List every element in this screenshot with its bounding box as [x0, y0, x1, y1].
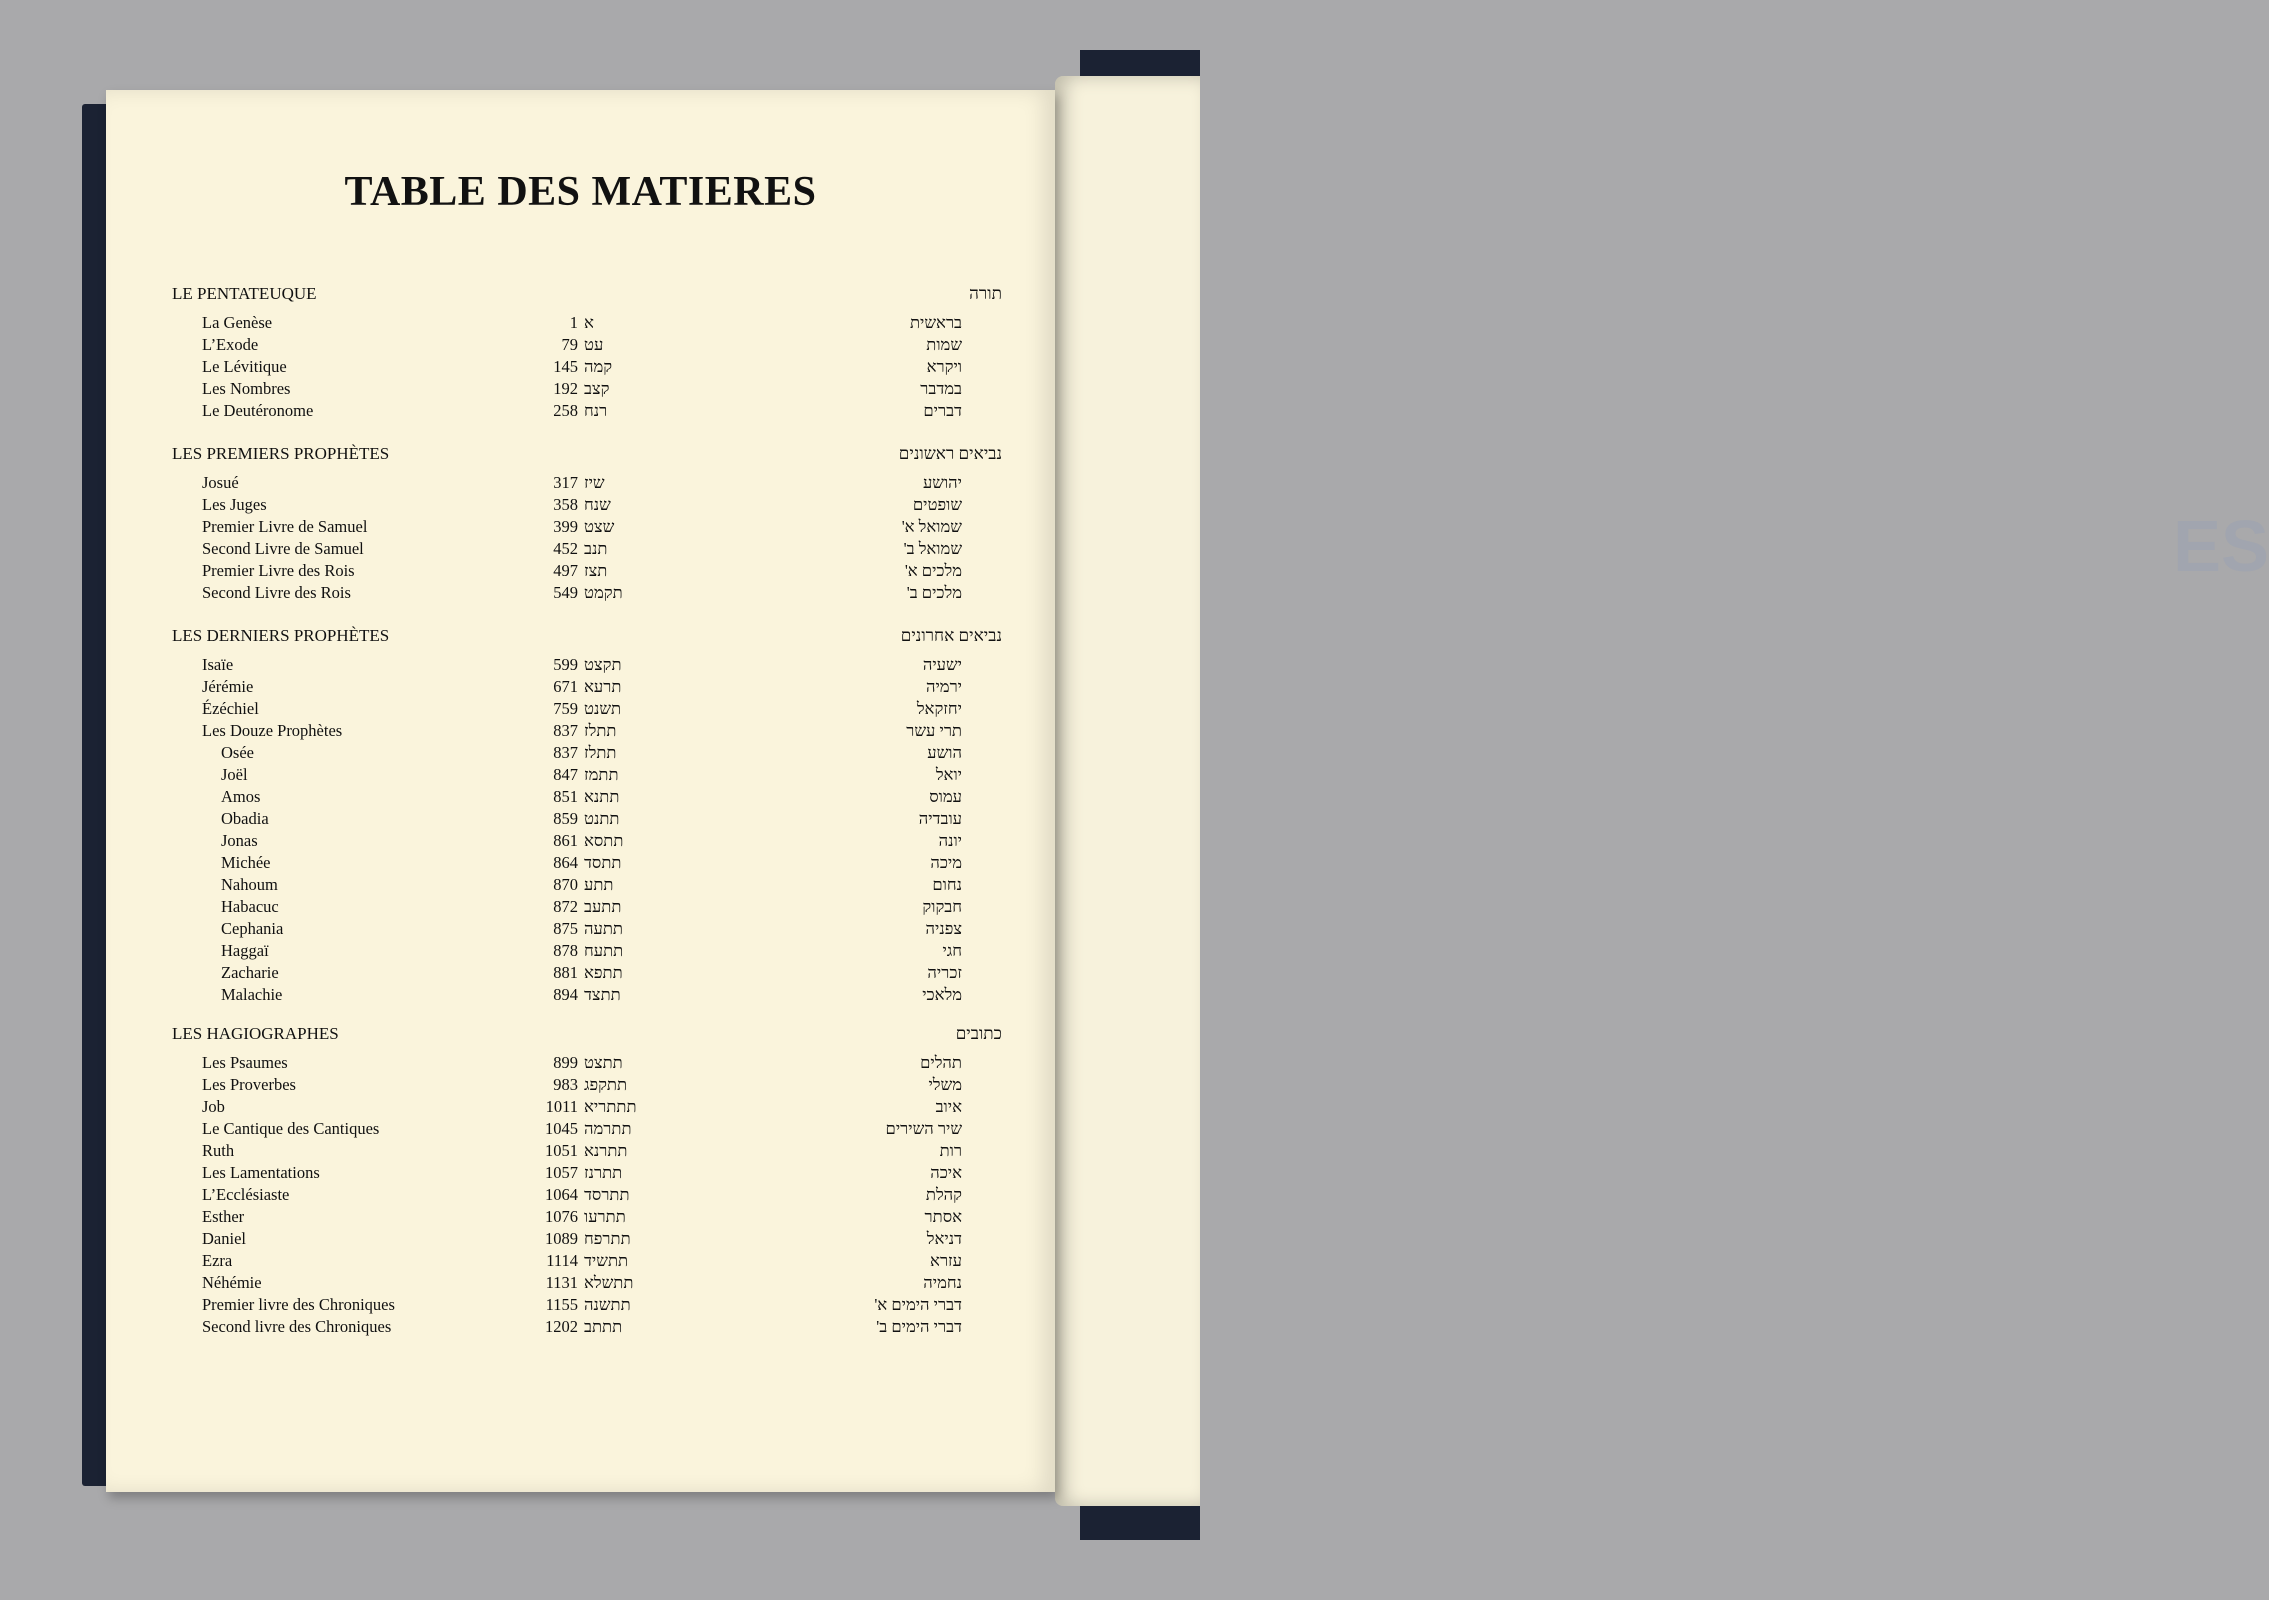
toc-row: [106, 378, 1055, 400]
book-name: Ézéchiel: [202, 699, 259, 718]
hebrew-numeral: תתתריא: [584, 1097, 637, 1116]
page-number: 983: [553, 1075, 578, 1094]
page-number: 837: [553, 743, 578, 762]
hebrew-book-name: חגי: [942, 941, 962, 960]
hebrew-book-name: מלאכי: [922, 985, 962, 1004]
toc-row: [106, 356, 1055, 378]
hebrew-numeral: תתעח: [584, 941, 624, 960]
hebrew-numeral: תתרפח: [584, 1229, 631, 1248]
toc-row: [106, 1118, 1055, 1140]
hebrew-numeral: תתרנז: [584, 1163, 623, 1182]
hebrew-numeral: תתלז: [584, 721, 617, 740]
hebrew-book-name: ירמיה: [925, 677, 962, 696]
hebrew-numeral: תתשלא: [584, 1273, 634, 1292]
hebrew-numeral: תתקפג: [584, 1075, 628, 1094]
hebrew-numeral: עט: [584, 335, 604, 354]
hebrew-numeral: תתרנא: [584, 1141, 628, 1160]
page-number: 1045: [545, 1119, 578, 1138]
book-name: Premier livre des Chroniques: [202, 1295, 395, 1314]
page-number: 878: [553, 941, 578, 960]
book-name: Daniel: [202, 1229, 246, 1248]
hebrew-book-name: שמואל ב': [903, 539, 962, 558]
show-through-text: ES: [2173, 507, 2269, 587]
hebrew-book-name: יונה: [938, 831, 962, 850]
hebrew-book-name: נחמיה: [923, 1273, 962, 1292]
toc-row: [106, 560, 1055, 582]
hebrew-numeral: תרעא: [584, 677, 622, 696]
page-number: 881: [553, 963, 578, 982]
section-heading-he: נביאים ראשונים: [898, 444, 1002, 463]
hebrew-numeral: שנח: [584, 495, 611, 514]
hebrew-book-name: ישעיה: [922, 655, 962, 674]
toc-row: [106, 1294, 1055, 1316]
hebrew-book-name: נחום: [932, 875, 962, 894]
book-name: Les Juges: [202, 495, 267, 514]
toc-row: [106, 830, 1055, 852]
hebrew-numeral: רנח: [584, 401, 608, 420]
page-number: 1131: [545, 1273, 578, 1292]
toc-row: [106, 1228, 1055, 1250]
toc-row: [106, 918, 1055, 940]
toc-row: [106, 516, 1055, 538]
hebrew-book-name: חבקוק: [922, 897, 962, 916]
hebrew-numeral: תתמז: [584, 765, 619, 784]
toc-row: [106, 1250, 1055, 1272]
book-name: Les Nombres: [202, 379, 291, 398]
toc-row: [106, 764, 1055, 786]
toc-row: [106, 984, 1055, 1006]
page-number: 837: [553, 721, 578, 740]
page-number: 864: [553, 853, 578, 872]
page-number: 145: [553, 357, 578, 376]
hebrew-book-name: צפניה: [925, 919, 962, 938]
contents-page: [106, 90, 1055, 1492]
book-name: Premier Livre des Rois: [202, 561, 355, 580]
section-heading-fr: LES PREMIERS PROPHÈTES: [172, 444, 390, 463]
toc-row: [106, 742, 1055, 764]
hebrew-book-name: יואל: [935, 765, 962, 784]
hebrew-book-name: שופטים: [912, 495, 962, 514]
page-number: 317: [553, 473, 578, 492]
toc-row: [106, 1074, 1055, 1096]
toc-row: [106, 1184, 1055, 1206]
hebrew-numeral: תתסד: [584, 853, 622, 872]
toc-row: [106, 538, 1055, 560]
hebrew-book-name: איוב: [935, 1097, 962, 1116]
page-number: 899: [553, 1053, 578, 1072]
hebrew-numeral: תתצד: [584, 985, 621, 1004]
toc-row: [106, 1206, 1055, 1228]
hebrew-numeral: תתעב: [584, 897, 622, 916]
hebrew-numeral: תתרסד: [584, 1185, 630, 1204]
hebrew-book-name: עמוס: [929, 787, 962, 806]
book-name: Haggaï: [221, 941, 269, 960]
book-name: Ruth: [202, 1141, 235, 1160]
book-name: Isaïe: [202, 655, 234, 674]
book-name: Les Douze Prophètes: [202, 721, 343, 740]
page-number: 1114: [546, 1251, 578, 1270]
hebrew-book-name: שמואל א': [901, 517, 962, 536]
book-name: Le Lévitique: [202, 357, 287, 376]
book-name: Second Livre des Rois: [202, 583, 351, 602]
page-number: 872: [553, 897, 578, 916]
hebrew-book-name: יהושע: [922, 473, 962, 492]
book-name: Michée: [221, 853, 271, 872]
hebrew-numeral: תקמט: [584, 583, 623, 602]
hebrew-numeral: תתתב: [584, 1317, 623, 1336]
hebrew-numeral: שצט: [584, 517, 615, 536]
book-name: Le Deutéronome: [202, 401, 314, 420]
page-number: 859: [553, 809, 578, 828]
page-number: 851: [553, 787, 578, 806]
hebrew-book-name: שיר השירים: [885, 1119, 962, 1138]
hebrew-numeral: תתרמה: [584, 1119, 632, 1138]
hebrew-book-name: במדבר: [920, 379, 962, 398]
hebrew-book-name: אסתר: [924, 1207, 962, 1226]
book-name: Obadia: [221, 809, 269, 828]
page-number: 1076: [545, 1207, 578, 1226]
book-name: Osée: [221, 743, 254, 762]
book-name: Les Psaumes: [202, 1053, 288, 1072]
hebrew-book-name: שמות: [926, 335, 962, 354]
page-number: 358: [553, 495, 578, 514]
hebrew-book-name: זכריה: [927, 963, 962, 982]
toc-row: [106, 676, 1055, 698]
book-name: Jonas: [221, 831, 258, 850]
hebrew-numeral: תתשנה: [584, 1295, 631, 1314]
toc-row: [106, 962, 1055, 984]
toc-row: [106, 1096, 1055, 1118]
hebrew-numeral: תצז: [584, 561, 608, 580]
toc-row: [106, 698, 1055, 720]
hebrew-numeral: תתסא: [584, 831, 624, 850]
toc-row: [106, 874, 1055, 896]
hebrew-numeral: תתצט: [584, 1053, 623, 1072]
book-name: L’Ecclésiaste: [202, 1185, 290, 1204]
page-title: TABLE DES MATIERES: [344, 169, 817, 215]
hebrew-numeral: תנב: [584, 539, 608, 558]
page-number: 192: [553, 379, 578, 398]
toc-row: [106, 1052, 1055, 1074]
book-name: Néhémie: [202, 1273, 262, 1292]
page-number: 79: [561, 335, 578, 354]
page-number: 599: [553, 655, 578, 674]
hebrew-numeral: תקצט: [584, 655, 622, 674]
hebrew-numeral: תתפא: [584, 963, 623, 982]
hebrew-book-name: הושע: [927, 743, 962, 762]
book-name: Nahoum: [221, 875, 278, 894]
section-heading-he: כתובים: [955, 1024, 1002, 1043]
toc-row: [106, 852, 1055, 874]
hebrew-numeral: תתנא: [584, 787, 620, 806]
page-number: 1011: [545, 1097, 578, 1116]
hebrew-numeral: תתרעו: [584, 1207, 626, 1226]
hebrew-numeral: קמה: [584, 357, 613, 376]
hebrew-book-name: משלי: [928, 1075, 962, 1094]
hebrew-book-name: מיכה: [930, 853, 962, 872]
toc-row: [106, 494, 1055, 516]
page-number: 1202: [545, 1317, 578, 1336]
book-name: Second livre des Chroniques: [202, 1317, 392, 1336]
hebrew-numeral: תתעה: [584, 919, 623, 938]
page-number: 1089: [545, 1229, 578, 1248]
page-number: 497: [553, 561, 578, 580]
page-number: 452: [553, 539, 578, 558]
toc-row: [106, 472, 1055, 494]
hebrew-book-name: עובדיה: [918, 809, 962, 828]
page-number: 1064: [545, 1185, 578, 1204]
book-name: Josué: [202, 473, 239, 492]
hebrew-book-name: בראשית: [909, 313, 962, 332]
page-number: 1051: [545, 1141, 578, 1160]
hebrew-book-name: מלכים ב': [906, 583, 962, 602]
toc-row: [106, 400, 1055, 422]
hebrew-numeral: שיז: [584, 473, 605, 492]
book-name: L’Exode: [202, 335, 259, 354]
hebrew-book-name: יחזקאל: [916, 699, 962, 718]
page-number: 894: [553, 985, 578, 1004]
page-number: 1155: [545, 1295, 578, 1314]
book-name: Les Lamentations: [202, 1163, 320, 1182]
hebrew-book-name: דניאל: [926, 1229, 962, 1248]
hebrew-numeral: תתנט: [584, 809, 620, 828]
hebrew-book-name: תרי עשר: [906, 721, 962, 740]
hebrew-book-name: מלכים א': [904, 561, 962, 580]
hebrew-book-name: קהלת: [925, 1185, 962, 1204]
hebrew-book-name: תהלים: [920, 1053, 962, 1072]
toc-row: [106, 1272, 1055, 1294]
toc-row: [106, 334, 1055, 356]
toc-row: [106, 786, 1055, 808]
book-name: Job: [202, 1097, 225, 1116]
toc-row: [106, 1140, 1055, 1162]
book-name: Esther: [202, 1207, 245, 1226]
section-heading-fr: LE PENTATEUQUE: [172, 284, 317, 303]
facing-page: [1055, 76, 2269, 1506]
book-name: Second Livre de Samuel: [202, 539, 364, 558]
hebrew-numeral: תתע: [584, 875, 614, 894]
hebrew-numeral: תשנט: [584, 699, 622, 718]
book-name: Le Cantique des Cantiques: [202, 1119, 380, 1138]
toc-row: [106, 654, 1055, 676]
hebrew-book-name: עזרא: [930, 1251, 962, 1270]
page-number: 399: [553, 517, 578, 536]
hebrew-book-name: דברים: [923, 401, 962, 420]
hebrew-numeral: א: [584, 313, 594, 332]
page-number: 861: [553, 831, 578, 850]
book-name: Amos: [221, 787, 261, 806]
hebrew-book-name: רות: [939, 1141, 962, 1160]
hebrew-numeral: תתלז: [584, 743, 617, 762]
hebrew-book-name: ויקרא: [926, 357, 962, 376]
hebrew-book-name: דברי הימים ב': [876, 1317, 962, 1336]
page-number: 759: [553, 699, 578, 718]
page-number: 1: [569, 313, 578, 332]
book-name: Les Proverbes: [202, 1075, 296, 1094]
section-heading-he: נביאים אחרונים: [900, 626, 1002, 645]
hebrew-numeral: תתשיד: [584, 1251, 629, 1270]
hebrew-book-name: דברי הימים א': [874, 1295, 962, 1314]
page-number: 258: [553, 401, 578, 420]
book-name: Cephania: [221, 919, 284, 938]
toc-row: [106, 1162, 1055, 1184]
book-name: La Genèse: [202, 313, 273, 332]
book-name: Malachie: [221, 985, 283, 1004]
page-number: 870: [553, 875, 578, 894]
book-name: Zacharie: [221, 963, 279, 982]
hebrew-numeral: קצב: [584, 379, 610, 398]
page-number: 549: [553, 583, 578, 602]
section-heading-he: תורה: [969, 284, 1002, 303]
page-number: 875: [553, 919, 578, 938]
page-number: 1057: [545, 1163, 578, 1182]
page-number: 847: [553, 765, 578, 784]
toc-row: [106, 720, 1055, 742]
section-heading-fr: LES HAGIOGRAPHES: [172, 1024, 339, 1043]
book-name: Jérémie: [202, 677, 254, 696]
toc-row: [106, 896, 1055, 918]
book-name: Ezra: [202, 1251, 233, 1270]
section-heading-fr: LES DERNIERS PROPHÈTES: [172, 626, 390, 645]
toc-row: [106, 808, 1055, 830]
book-name: Premier Livre de Samuel: [202, 517, 368, 536]
book-name: Habacuc: [221, 897, 279, 916]
toc-row: [106, 1316, 1055, 1338]
page-number: 671: [553, 677, 578, 696]
hebrew-book-name: איכה: [930, 1163, 962, 1182]
book-name: Joël: [221, 765, 248, 784]
toc-row: [106, 312, 1055, 334]
toc-row: [106, 582, 1055, 604]
toc-row: [106, 940, 1055, 962]
